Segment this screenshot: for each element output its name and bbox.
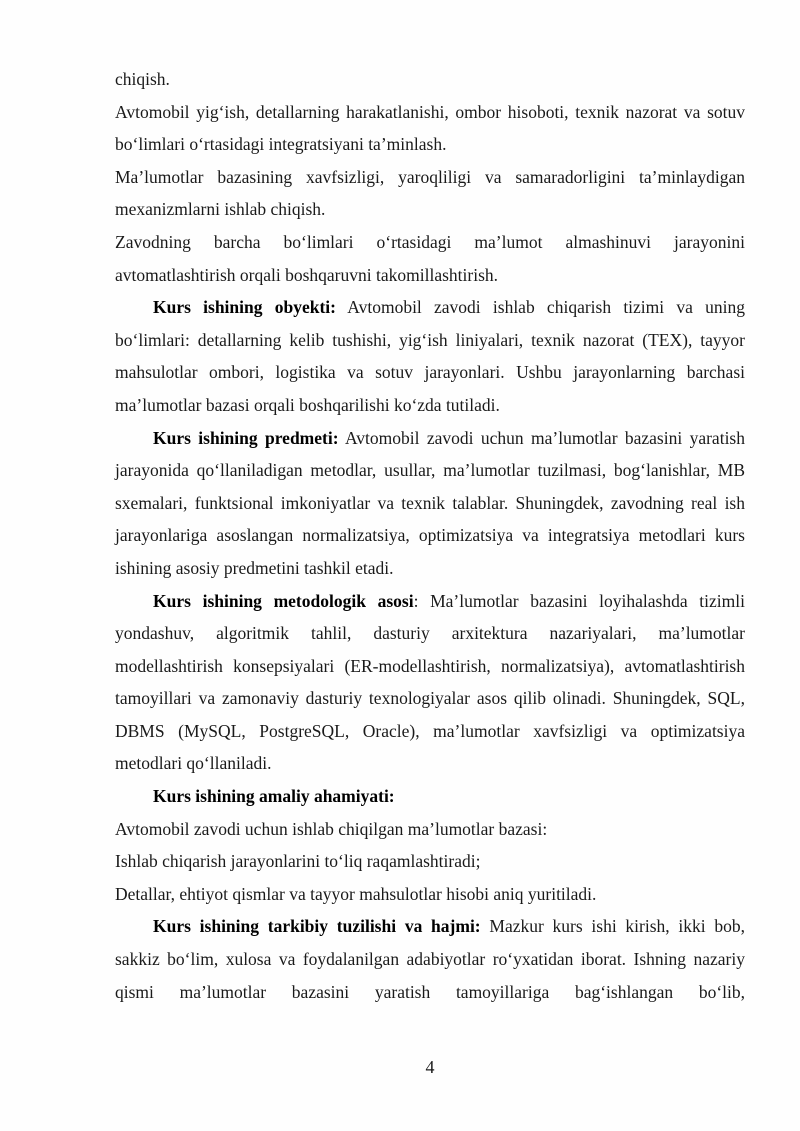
paragraph-text: Detallar, ehtiyot qismlar va tayyor mahsulotlar hisobi aniq yuritiladi. bbox=[115, 883, 597, 904]
paragraph-text: Mazkur kurs ishi kirish, ikki bob, sakkiz bo‘lim, xulosa va foydalanilgan adabiyotlar ro‘yxatidan iborat. Ishning nazariy qismi ma’lumotlar bazasini yaratish tamoyillariga bag‘ishlangan bo‘lib, bbox=[115, 916, 745, 1002]
paragraph-text: Avtomobil yig‘ish, detallarning harakatlanishi, ombor hisoboti, texnik nazorat va sotuv bo‘limlari o‘rtasidagi integratsiyani ta’minlash. bbox=[115, 101, 745, 155]
paragraphs bbox=[115, 63, 745, 1008]
paragraph bbox=[115, 226, 745, 291]
paragraph-text: : Ma’lumotlar bazasini loyihalashda tizimli yondashuv, algoritmik tahlil, dasturiy arxitektura nazariyalari, ma’lumotlar modellashtirish konsepsiyalari (ER-modellashtirish, normalizatsiya), avtomatlashtirish tamoyillari va zamonaviy dasturiy texnologiyalar asos qilib olinadi. Shuningdek, SQL, DBMS (MySQL, PostgreSQL, Oracle), ma’lumotlar xavfsizligi va optimizatsiya metodlari qo‘llaniladi. bbox=[115, 590, 745, 774]
paragraph bbox=[115, 878, 745, 911]
paragraph-text: chiqish. bbox=[115, 69, 170, 89]
paragraph-text: Ishlab chiqarish jarayonlarini to‘liq raqamlashtiradi; bbox=[115, 851, 481, 872]
paragraph-text: Zavodning barcha bo‘limlari o‘rtasidagi ma’lumot almashinuvi jarayonini avtomatlashtirish orqali boshqaruvni takomillashtirish. bbox=[115, 231, 745, 285]
paragraph-lead: Kurs ishining obyekti: bbox=[153, 297, 336, 318]
paragraph-text: Avtomobil zavodi ishlab chiqarish tizimi va uning bo‘limlari: detallarning kelib tushishi, yig‘ish liniyalari, texnik nazorat (TEX), tayyor mahsulotlar ombori, logistika va sotuv jarayonlari. Ushbu jarayonlarning barchasi ma’lumotlar bazasi orqali boshqarilishi ko‘zda tutiladi. bbox=[115, 297, 745, 415]
paragraph bbox=[115, 96, 745, 161]
paragraph bbox=[115, 161, 745, 226]
page-number: 4 bbox=[425, 1057, 435, 1077]
paragraph-text: Avtomobil zavodi uchun ma’lumotlar bazasini yaratish jarayonida qo‘llaniladigan metodlar, usullar, ma’lumotlar tuzilmasi, bog‘lanishlar, MB sxemalari, funktsional imkoniyatlar va texnik talablar. Shuningdek, zavodning real ish jarayonlariga asoslangan normalizatsiya, optimizatsiya va integratsiya metodlari kurs ishining asosiy predmetini tashkil etadi. bbox=[115, 427, 745, 578]
paragraph-lead: Kurs ishining tarkibiy tuzilishi va hajmi: bbox=[153, 916, 481, 937]
paragraph-lead: Kurs ishining metodologik asosi bbox=[153, 590, 414, 611]
document-body-text bbox=[115, 63, 745, 1008]
paragraph bbox=[115, 291, 745, 421]
paragraph-text: Avtomobil zavodi uchun ishlab chiqilgan ma’lumotlar bazasi: bbox=[115, 818, 548, 839]
paragraph-lead: Kurs ishining predmeti: bbox=[153, 427, 339, 448]
paragraph-text: Ma’lumotlar bazasining xavfsizligi, yaroqliligi va samaradorligini ta’minlaydigan mexanizmlarni ishlab chiqish. bbox=[115, 166, 745, 220]
paragraph bbox=[115, 780, 745, 813]
paragraph-lead: Kurs ishining amaliy ahamiyati: bbox=[153, 786, 395, 807]
paragraph bbox=[115, 422, 745, 585]
paragraph bbox=[115, 845, 745, 878]
paragraph bbox=[115, 63, 745, 96]
paragraph bbox=[115, 910, 745, 1008]
paragraph bbox=[115, 813, 745, 846]
paragraph bbox=[115, 585, 745, 781]
